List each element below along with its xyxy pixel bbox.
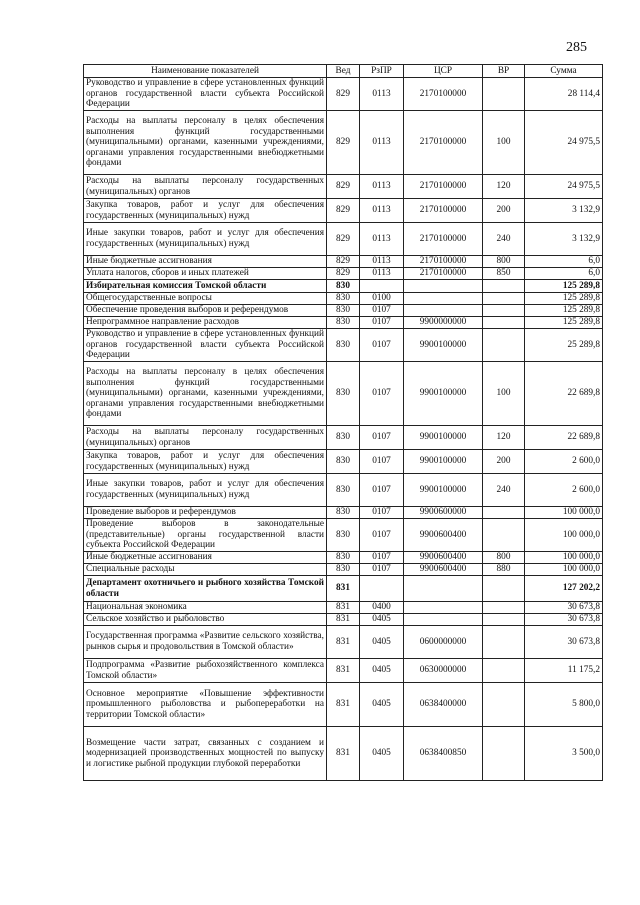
cell-name: Закупка товаров, работ и услуг для обеспечения государственных (муниципальных) нужд bbox=[84, 450, 327, 474]
table-row bbox=[84, 564, 603, 576]
cell-name: Государственная программа «Развитие сельского хозяйства, рынков сырья и продовольствия в Томской области» bbox=[84, 626, 327, 659]
cell-sum: 100 000,0 bbox=[525, 507, 603, 519]
cell-csr: 9900100000 bbox=[404, 474, 483, 507]
cell-name: Иные закупки товаров, работ и услуг для обеспечения государственных (муниципальных) нужд bbox=[84, 223, 327, 256]
cell-ved: 830 bbox=[327, 329, 360, 362]
table-row bbox=[84, 329, 603, 362]
cell-sum: 125 289,8 bbox=[525, 280, 603, 293]
cell-sum: 25 289,8 bbox=[525, 329, 603, 362]
cell-sum: 6,0 bbox=[525, 268, 603, 280]
table-row bbox=[84, 552, 603, 564]
cell-name: Руководство и управление в сфере установленных функций органов государственной власти субъекта Российской Федерации bbox=[84, 78, 327, 111]
cell-sum: 30 673,8 bbox=[525, 626, 603, 659]
cell-name: Департамент охотничьего и рыбного хозяйства Томской области bbox=[84, 576, 327, 602]
cell-rzpr: 0405 bbox=[360, 727, 404, 781]
cell-sum: 100 000,0 bbox=[525, 564, 603, 576]
cell-csr bbox=[404, 576, 483, 602]
table-row bbox=[84, 614, 603, 626]
cell-name: Возмещение части затрат, связанных с созданием и модернизацией производственных мощностей по выпуску и логистике рыбной продукции глубокой переработки bbox=[84, 727, 327, 781]
table-row bbox=[84, 683, 603, 727]
cell-ved: 830 bbox=[327, 450, 360, 474]
cell-sum: 2 600,0 bbox=[525, 450, 603, 474]
cell-csr: 9900100000 bbox=[404, 426, 483, 450]
cell-rzpr: 0405 bbox=[360, 614, 404, 626]
cell-vr: 800 bbox=[483, 256, 525, 268]
table-row bbox=[84, 280, 603, 293]
cell-vr bbox=[483, 626, 525, 659]
table-row bbox=[84, 268, 603, 280]
cell-vr bbox=[483, 317, 525, 329]
cell-ved: 830 bbox=[327, 426, 360, 450]
table-row bbox=[84, 426, 603, 450]
cell-vr: 120 bbox=[483, 175, 525, 199]
cell-csr: 9900100000 bbox=[404, 362, 483, 426]
cell-rzpr: 0107 bbox=[360, 362, 404, 426]
cell-name: Иные бюджетные ассигнования bbox=[84, 552, 327, 564]
cell-name: Сельское хозяйство и рыболовство bbox=[84, 614, 327, 626]
cell-rzpr: 0113 bbox=[360, 175, 404, 199]
cell-ved: 830 bbox=[327, 280, 360, 293]
cell-name: Специальные расходы bbox=[84, 564, 327, 576]
cell-sum: 100 000,0 bbox=[525, 519, 603, 552]
cell-csr: 0630000000 bbox=[404, 659, 483, 683]
cell-sum: 24 975,5 bbox=[525, 111, 603, 175]
cell-csr: 0638400000 bbox=[404, 683, 483, 727]
table-row bbox=[84, 175, 603, 199]
cell-rzpr: 0400 bbox=[360, 602, 404, 614]
cell-sum: 22 689,8 bbox=[525, 426, 603, 450]
cell-vr: 880 bbox=[483, 564, 525, 576]
cell-csr: 9900100000 bbox=[404, 450, 483, 474]
cell-csr: 9900100000 bbox=[404, 329, 483, 362]
cell-csr: 2170100000 bbox=[404, 268, 483, 280]
cell-vr bbox=[483, 683, 525, 727]
cell-rzpr: 0107 bbox=[360, 519, 404, 552]
cell-name: Расходы на выплаты персоналу государственных (муниципальных) органов bbox=[84, 426, 327, 450]
cell-csr bbox=[404, 280, 483, 293]
table-row bbox=[84, 450, 603, 474]
table-row bbox=[84, 317, 603, 329]
cell-rzpr bbox=[360, 280, 404, 293]
cell-rzpr: 0107 bbox=[360, 474, 404, 507]
cell-sum: 100 000,0 bbox=[525, 552, 603, 564]
cell-vr: 240 bbox=[483, 223, 525, 256]
cell-sum: 30 673,8 bbox=[525, 602, 603, 614]
cell-name: Национальная экономика bbox=[84, 602, 327, 614]
cell-ved: 830 bbox=[327, 507, 360, 519]
table-row bbox=[84, 256, 603, 268]
cell-csr: 2170100000 bbox=[404, 256, 483, 268]
cell-csr bbox=[404, 614, 483, 626]
cell-name: Уплата налогов, сборов и иных платежей bbox=[84, 268, 327, 280]
table-row bbox=[84, 199, 603, 223]
cell-rzpr: 0107 bbox=[360, 329, 404, 362]
cell-sum: 5 800,0 bbox=[525, 683, 603, 727]
cell-vr bbox=[483, 602, 525, 614]
cell-name: Расходы на выплаты персоналу государственных (муниципальных) органов bbox=[84, 175, 327, 199]
cell-csr: 9900000000 bbox=[404, 317, 483, 329]
cell-rzpr: 0107 bbox=[360, 450, 404, 474]
cell-ved: 830 bbox=[327, 362, 360, 426]
cell-ved: 829 bbox=[327, 111, 360, 175]
cell-ved: 829 bbox=[327, 268, 360, 280]
cell-rzpr: 0113 bbox=[360, 268, 404, 280]
budget-table bbox=[83, 64, 603, 781]
cell-vr: 100 bbox=[483, 111, 525, 175]
cell-rzpr: 0405 bbox=[360, 626, 404, 659]
cell-sum: 125 289,8 bbox=[525, 317, 603, 329]
table-body bbox=[84, 78, 603, 781]
cell-sum: 28 114,4 bbox=[525, 78, 603, 111]
cell-ved: 831 bbox=[327, 727, 360, 781]
cell-vr bbox=[483, 329, 525, 362]
cell-ved: 830 bbox=[327, 564, 360, 576]
cell-sum: 24 975,5 bbox=[525, 175, 603, 199]
cell-vr bbox=[483, 280, 525, 293]
cell-name: Проведение выборов в законодательные (представительные) органы государственной власти субъекта Российской Федерации bbox=[84, 519, 327, 552]
cell-name: Обеспечение проведения выборов и референдумов bbox=[84, 305, 327, 317]
table-row bbox=[84, 519, 603, 552]
table-row bbox=[84, 78, 603, 111]
cell-rzpr: 0113 bbox=[360, 78, 404, 111]
cell-name: Подпрограмма «Развитие рыбохозяйственного комплекса Томской области» bbox=[84, 659, 327, 683]
cell-ved: 829 bbox=[327, 78, 360, 111]
cell-rzpr: 0107 bbox=[360, 305, 404, 317]
cell-ved: 830 bbox=[327, 474, 360, 507]
cell-csr: 2170100000 bbox=[404, 223, 483, 256]
page-number: 285 bbox=[566, 40, 587, 55]
cell-ved: 831 bbox=[327, 683, 360, 727]
header-vr: ВР bbox=[483, 65, 525, 78]
cell-rzpr: 0113 bbox=[360, 199, 404, 223]
cell-ved: 830 bbox=[327, 293, 360, 305]
table-row bbox=[84, 474, 603, 507]
cell-vr: 850 bbox=[483, 268, 525, 280]
cell-vr: 100 bbox=[483, 362, 525, 426]
cell-sum: 125 289,8 bbox=[525, 305, 603, 317]
cell-csr: 2170100000 bbox=[404, 175, 483, 199]
header-sum: Сумма bbox=[525, 65, 603, 78]
cell-vr bbox=[483, 305, 525, 317]
cell-csr: 9900600400 bbox=[404, 552, 483, 564]
table-row bbox=[84, 727, 603, 781]
cell-name: Закупка товаров, работ и услуг для обеспечения государственных (муниципальных) нужд bbox=[84, 199, 327, 223]
cell-csr: 2170100000 bbox=[404, 199, 483, 223]
cell-vr: 120 bbox=[483, 426, 525, 450]
cell-rzpr: 0405 bbox=[360, 659, 404, 683]
cell-vr: 200 bbox=[483, 199, 525, 223]
header-ved: Вед bbox=[327, 65, 360, 78]
cell-ved: 830 bbox=[327, 317, 360, 329]
cell-csr: 9900600000 bbox=[404, 507, 483, 519]
cell-ved: 830 bbox=[327, 305, 360, 317]
cell-ved: 831 bbox=[327, 626, 360, 659]
cell-ved: 829 bbox=[327, 256, 360, 268]
cell-ved: 831 bbox=[327, 659, 360, 683]
table-row bbox=[84, 362, 603, 426]
cell-sum: 3 132,9 bbox=[525, 223, 603, 256]
cell-name: Общегосударственные вопросы bbox=[84, 293, 327, 305]
cell-vr: 200 bbox=[483, 450, 525, 474]
cell-vr: 800 bbox=[483, 552, 525, 564]
table-row bbox=[84, 305, 603, 317]
cell-sum: 125 289,8 bbox=[525, 293, 603, 305]
cell-csr bbox=[404, 602, 483, 614]
table-row bbox=[84, 223, 603, 256]
cell-sum: 6,0 bbox=[525, 256, 603, 268]
cell-name: Иные бюджетные ассигнования bbox=[84, 256, 327, 268]
header-rzpr: РзПР bbox=[360, 65, 404, 78]
cell-sum: 11 175,2 bbox=[525, 659, 603, 683]
cell-rzpr bbox=[360, 576, 404, 602]
cell-csr bbox=[404, 305, 483, 317]
cell-name: Проведение выборов и референдумов bbox=[84, 507, 327, 519]
cell-sum: 127 202,2 bbox=[525, 576, 603, 602]
cell-sum: 3 500,0 bbox=[525, 727, 603, 781]
cell-rzpr: 0107 bbox=[360, 507, 404, 519]
cell-csr: 9900600400 bbox=[404, 519, 483, 552]
header-csr: ЦСР bbox=[404, 65, 483, 78]
cell-ved: 830 bbox=[327, 552, 360, 564]
cell-vr bbox=[483, 78, 525, 111]
cell-vr: 240 bbox=[483, 474, 525, 507]
table-header-row bbox=[84, 65, 603, 78]
cell-vr bbox=[483, 293, 525, 305]
cell-ved: 831 bbox=[327, 602, 360, 614]
cell-rzpr: 0113 bbox=[360, 111, 404, 175]
header-name: Наименование показателей bbox=[84, 65, 327, 78]
table-row bbox=[84, 602, 603, 614]
cell-csr: 2170100000 bbox=[404, 111, 483, 175]
cell-vr bbox=[483, 576, 525, 602]
table-row bbox=[84, 659, 603, 683]
cell-name: Избирательная комиссия Томской области bbox=[84, 280, 327, 293]
cell-csr: 2170100000 bbox=[404, 78, 483, 111]
cell-sum: 2 600,0 bbox=[525, 474, 603, 507]
cell-ved: 829 bbox=[327, 223, 360, 256]
table-row bbox=[84, 576, 603, 602]
cell-vr bbox=[483, 659, 525, 683]
table-row bbox=[84, 507, 603, 519]
cell-rzpr: 0107 bbox=[360, 564, 404, 576]
cell-name: Расходы на выплаты персоналу в целях обеспечения выполнения функций государственными (муниципальными) органами, казенными учреждениями, органами управления государственными внебюджетными фондами bbox=[84, 111, 327, 175]
cell-rzpr: 0405 bbox=[360, 683, 404, 727]
cell-csr: 0638400850 bbox=[404, 727, 483, 781]
cell-name: Руководство и управление в сфере установленных функций органов государственной власти субъекта Российской Федерации bbox=[84, 329, 327, 362]
cell-sum: 30 673,8 bbox=[525, 614, 603, 626]
cell-vr bbox=[483, 507, 525, 519]
cell-ved: 831 bbox=[327, 576, 360, 602]
cell-ved: 829 bbox=[327, 175, 360, 199]
cell-csr bbox=[404, 293, 483, 305]
cell-rzpr: 0107 bbox=[360, 317, 404, 329]
cell-name: Расходы на выплаты персоналу в целях обеспечения выполнения функций государственными (муниципальными) органами, казенными учреждениями, органами управления государственными внебюджетными фондами bbox=[84, 362, 327, 426]
cell-rzpr: 0113 bbox=[360, 223, 404, 256]
cell-csr: 0600000000 bbox=[404, 626, 483, 659]
cell-vr bbox=[483, 727, 525, 781]
cell-rzpr: 0107 bbox=[360, 552, 404, 564]
table-row bbox=[84, 626, 603, 659]
cell-rzpr: 0107 bbox=[360, 426, 404, 450]
cell-ved: 831 bbox=[327, 614, 360, 626]
cell-name: Непрограммное направление расходов bbox=[84, 317, 327, 329]
cell-sum: 22 689,8 bbox=[525, 362, 603, 426]
cell-rzpr: 0100 bbox=[360, 293, 404, 305]
cell-ved: 829 bbox=[327, 199, 360, 223]
cell-sum: 3 132,9 bbox=[525, 199, 603, 223]
cell-name: Основное мероприятие «Повышение эффективности промышленного рыболовства и рыбопереработки на территории Томской области» bbox=[84, 683, 327, 727]
cell-name: Иные закупки товаров, работ и услуг для обеспечения государственных (муниципальных) нужд bbox=[84, 474, 327, 507]
cell-ved: 830 bbox=[327, 519, 360, 552]
cell-csr: 9900600400 bbox=[404, 564, 483, 576]
cell-rzpr: 0113 bbox=[360, 256, 404, 268]
table-row bbox=[84, 293, 603, 305]
cell-vr bbox=[483, 519, 525, 552]
cell-vr bbox=[483, 614, 525, 626]
table-row bbox=[84, 111, 603, 175]
